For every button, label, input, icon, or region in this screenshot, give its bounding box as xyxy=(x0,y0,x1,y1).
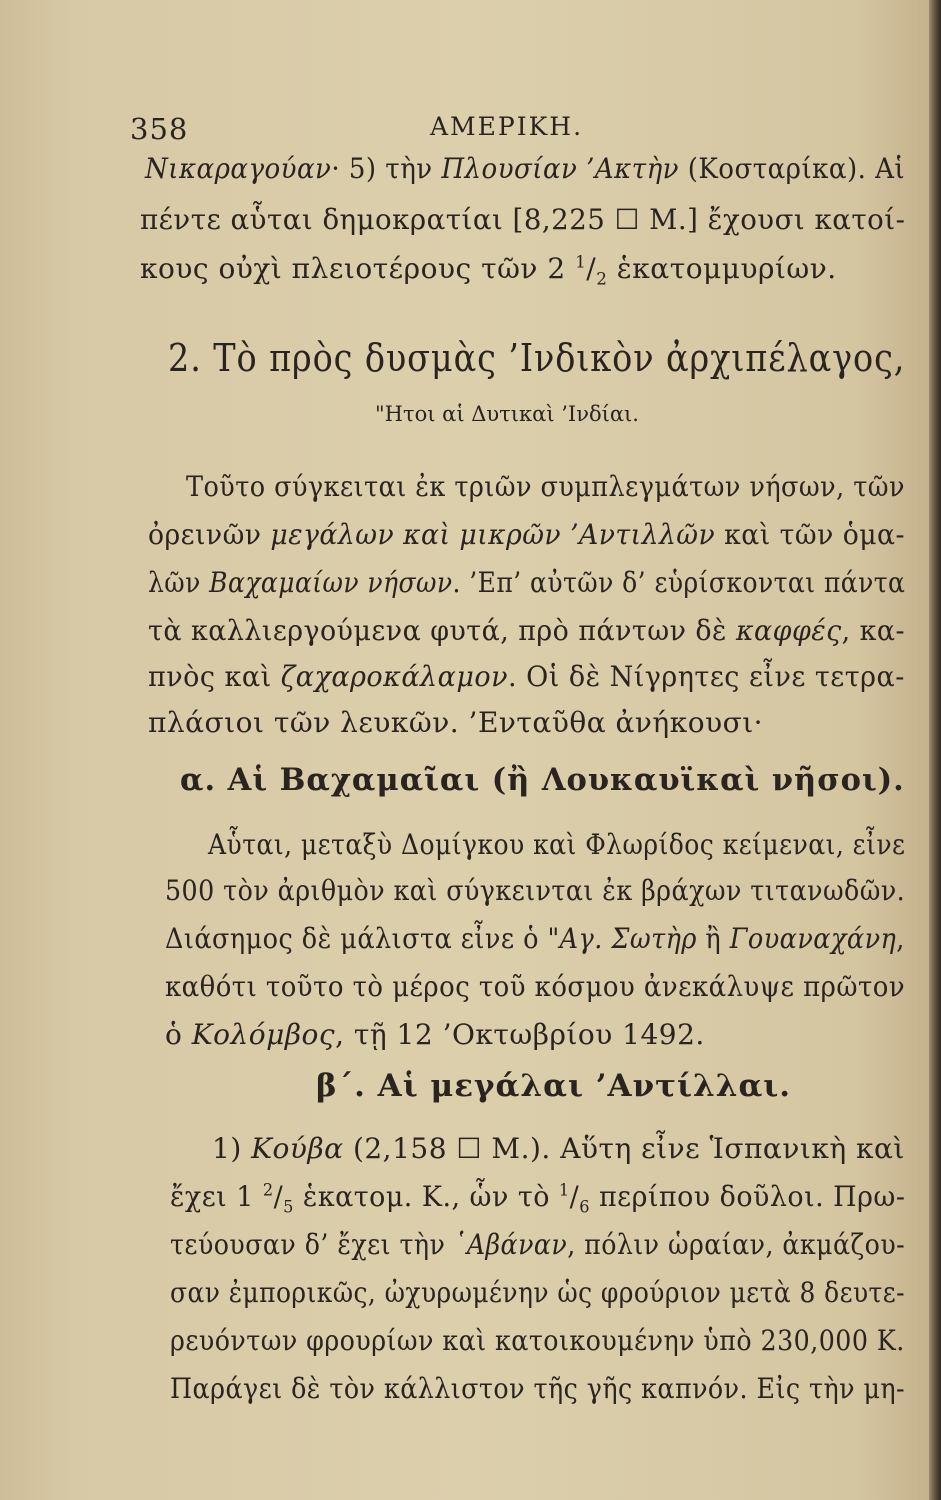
text-line: Τοῦτο σύγκειται ἐκ τριῶν συμπλεγμάτων νήσων, τῶν xyxy=(186,470,905,503)
text-line: Παράγει δὲ τὸν κάλλιστον τῆς γῆς καπνόν. Εἰς τὴν μη- xyxy=(170,1372,906,1405)
text-line: καθότι τοῦτο τὸ μέρος τοῦ κόσμου ἀνεκάλυψε πρῶτον xyxy=(165,970,906,1003)
text-line: πνὸς καὶ ζαχαροκάλαμον. Οἱ δὲ Νίγρητες εἶνε τετρα- xyxy=(148,660,905,693)
text-line: Διάσημος δὲ μάλιστα εἶνε ὁ "Αγ. Σωτὴρ ἢ Γουαναχάνη, xyxy=(165,922,905,955)
subsection-heading-a: α. Αἱ Βαχαμαῖαι (ἢ Λουκαυϊκαὶ νῆσοι). xyxy=(180,762,905,798)
page-edge-shadow xyxy=(929,0,941,1500)
page-number: 358 xyxy=(130,112,189,146)
text-line: τεύουσαν δ’ ἔχει τὴν ῾Αβάναν, πόλιν ὡραίαν, ἀκμάζου- xyxy=(170,1228,906,1261)
text-line: ὁ Κολόμβος, τῇ 12 ’Οκτωβρίου 1492. xyxy=(165,1018,705,1051)
running-head: ΑΜΕΡΙΚΗ. xyxy=(430,112,584,141)
text-line: ὀρεινῶν μεγάλων καὶ μικρῶν ’Αντιλλῶν καὶ τῶν ὁμα- xyxy=(148,518,906,551)
section-heading: 2. Τὸ πρὸς δυσμὰς ’Ινδικὸν ἀρχιπέλαγος, xyxy=(168,336,906,380)
text-line: 500 τὸν ἀριθμὸν καὶ σύγκεινται ἐκ βράχων τιτανωδῶν. xyxy=(165,874,906,907)
text-line: Νικαραγούαν· 5) τὴν Πλουσίαν ’Ακτὴν (Κοσταρίκα). Αἱ xyxy=(145,152,906,185)
text-line: Αὗται, μεταξὺ Δομίγκου καὶ Φλωρίδος κείμεναι, εἶνε xyxy=(208,828,906,861)
text-line: ρευόντων φρουρίων καὶ κατοικουμένην ὑπὸ 230,000 Κ. xyxy=(170,1324,905,1357)
text-line: 1) Κούβα (2,158 ☐ Μ.). Αὕτη εἶνε Ἱσπανικὴ καὶ xyxy=(212,1132,905,1165)
text-line: λῶν Βαχαμαίων νήσων. ’Επ’ αὐτῶν δ’ εὑρίσκονται πάντα xyxy=(148,566,906,599)
text-line: σαν ἐμπορικῶς, ὠχυρωμένην ὡς φρούριον μετὰ 8 δευτε- xyxy=(170,1276,906,1309)
text-line: τὰ καλλιεργούμενα φυτά, πρὸ πάντων δὲ καφφές, κα- xyxy=(148,614,906,647)
text-line: ἔχει 1 $^2/_5$ ἑκατομ. Κ., ὧν τὸ $^1/_6$ περίπου δοῦλοι. Πρω- xyxy=(170,1179,906,1217)
text-line: πέντε αὗται δημοκρατίαι [8,225 ☐ Μ.] ἔχουσι κατοί- xyxy=(140,203,906,236)
text-line: πλάσιοι τῶν λευκῶν. ’Ενταῦθα ἀνήκουσι· xyxy=(148,706,764,739)
text-line: κους οὐχὶ πλειοτέρους τῶν 2 $^1/_2$ ἑκατομμυρίων. xyxy=(140,251,837,289)
section-subtitle: "Ητοι αἱ Δυτικαὶ ’Ινδίαι. xyxy=(375,402,639,426)
subsection-heading-b: β΄. Αἱ μεγάλαι ’Αντίλλαι. xyxy=(316,1068,792,1104)
